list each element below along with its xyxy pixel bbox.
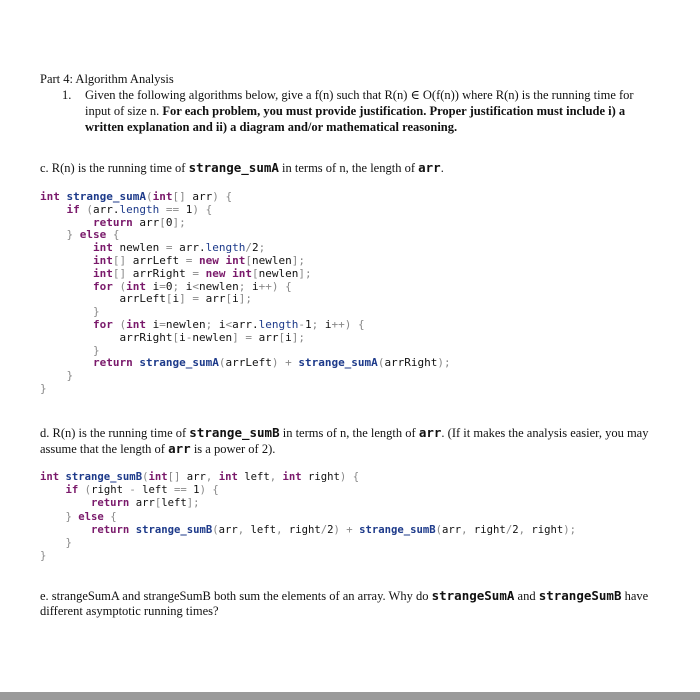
part-d-line2-pre: assume that the length of <box>40 442 169 456</box>
code-block-strange-sumA <box>40 191 451 396</box>
part-title: Part 4: Algorithm Analysis <box>40 72 174 86</box>
code-a-line-13: } <box>92 343 100 357</box>
part-e-pre: e. strangeSumA and strangeSumB both sum the elements of an array. Why do <box>40 589 432 603</box>
code-block-strange-sumB <box>40 471 576 563</box>
code-b-line-4: } else { <box>65 510 117 523</box>
code-a-line-3: return arr[0]; <box>92 215 186 229</box>
intro-plain: input of size n. <box>85 104 163 118</box>
part-d-pre: d. R(n) is the running time of <box>40 426 190 440</box>
question-intro-line-3: written explanation and ii) a diagram and/or mathematical reasoning. <box>85 120 458 134</box>
code-a-line-5: int newlen = arr.length/2; <box>92 241 266 255</box>
part-c-prompt <box>40 160 444 176</box>
part-c-end: . <box>440 161 444 175</box>
part-d-function: strange_sumB <box>189 425 280 440</box>
part-d-mid: in terms of n, the length of <box>279 426 419 440</box>
part-d-line2-end: is a power of 2). <box>190 442 276 456</box>
code-a-line-10: } <box>92 305 100 319</box>
part-e-prompt-line-1 <box>40 588 648 604</box>
code-b-line-2: if (right - left == 1) { <box>65 484 219 497</box>
part-e-function-a: strangeSumA <box>431 588 515 603</box>
bottom-scroll-bar <box>0 692 700 700</box>
code-a-line-2: if (arr.length == 1) { <box>66 202 213 216</box>
code-a-line-9: arrLeft[i] = arr[i]; <box>40 292 252 306</box>
part-c-arr: arr <box>418 160 441 175</box>
code-a-line-8: for (int i=0; i<newlen; i++) { <box>92 279 292 293</box>
code-a-line-1: int strange_sumA(int[] arr) { <box>40 190 233 203</box>
code-a-line-7: int[] arrRight = new int[newlen]; <box>92 266 312 280</box>
code-b-line-6: } <box>65 537 72 550</box>
question-number: 1. <box>62 88 72 102</box>
code-b-line-1: int strange_sumB(int[] arr, int left, int right) { <box>40 471 360 483</box>
code-a-line-11: for (int i=newlen; i<arr.length-1; i++) { <box>92 317 365 331</box>
part-e-prompt-line-2: different asymptotic running times? <box>40 604 219 618</box>
code-b-line-5: return strange_sumB(arr, left, right/2) + strange_sumB(arr, right/2, right); <box>91 523 577 536</box>
code-b-line-7: } <box>40 550 47 563</box>
part-e-function-b: strangeSumB <box>538 588 622 603</box>
code-a-line-4: } else { <box>66 228 120 242</box>
part-c-mid: in terms of n, the length of <box>278 161 419 175</box>
question-intro-line-1: Given the following algorithms below, give a f(n) such that R(n) ∈ O(f(n)) where R(n) is the running time for <box>85 88 634 102</box>
part-d-prompt-line-1 <box>40 425 648 441</box>
code-a-line-15: } <box>66 369 74 383</box>
part-e-end: have <box>621 589 649 603</box>
part-c-function: strange_sumA <box>188 160 279 175</box>
intro-bold: For each problem, you must provide justification. Proper justification must include i) a <box>162 104 626 118</box>
code-a-line-12: arrRight[i-newlen] = arr[i]; <box>40 330 305 344</box>
part-d-arr2: arr <box>168 441 191 456</box>
part-e-and: and <box>514 589 539 603</box>
part-d-mid2: . (If it makes the analysis easier, you may <box>441 426 649 440</box>
question-intro-line-2 <box>85 104 625 119</box>
part-d-arr: arr <box>418 425 442 440</box>
code-a-line-16: } <box>40 381 47 395</box>
code-a-line-14: return strange_sumA(arrLeft) + strange_sumA(arrRight); <box>92 356 451 370</box>
code-b-line-3: return arr[left]; <box>91 497 200 510</box>
code-a-line-6: int[] arrLeft = new int[newlen]; <box>92 253 305 267</box>
part-d-prompt-line-2 <box>40 441 275 457</box>
part-c-pre: c. R(n) is the running time of <box>40 161 189 175</box>
